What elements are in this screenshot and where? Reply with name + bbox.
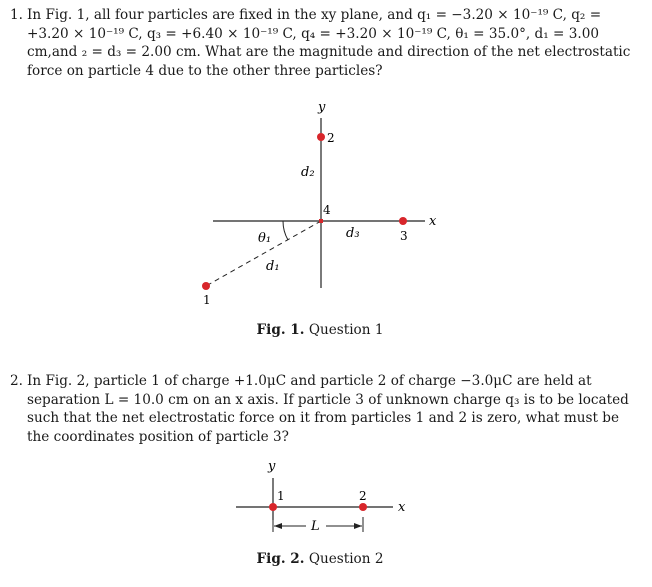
fig2-particle-2 — [359, 503, 367, 511]
fig2-l-arrow-left — [274, 523, 282, 529]
fig1-particle-3-label: 3 — [400, 229, 408, 243]
fig2-l-arrow-right — [354, 523, 362, 529]
fig2-x-label: x — [398, 500, 406, 515]
figure-1-caption-text: Question 1 — [308, 322, 384, 338]
fig2-l-label: L — [311, 519, 320, 534]
fig1-d2-label: d₂ — [301, 165, 315, 180]
fig1-particle-1-label: 1 — [203, 293, 211, 307]
question-1-number: 1. — [10, 7, 23, 23]
fig1-particle-2-label: 2 — [327, 131, 335, 145]
figure-2-caption — [200, 551, 440, 567]
figure-2-caption-label: Fig. 2. — [256, 551, 305, 567]
figure-1-caption-label: Fig. 1. — [256, 322, 305, 338]
fig1-x-label: x — [429, 214, 437, 229]
figure-2-caption-text: Question 2 — [308, 551, 384, 567]
fig1-d1-label: d₁ — [266, 259, 280, 274]
fig2-y-label: y — [268, 459, 276, 474]
fig2-particle-1-label: 1 — [277, 489, 285, 503]
fig1-theta-label: θ₁ — [258, 231, 272, 246]
question-1-text: In Fig. 1, all four particles are fixed in the xy plane, and q₁ = −3.20 × 10⁻¹⁹ C, q₂ = +3.20 × 10⁻¹⁹ C, q₃ = +6.40 × 10⁻¹⁹ C, q₄ = +3.20 × 10⁻¹⁹ C, θ₁ = 35.0°, d₁ = 3.00 cm,and ₂ = d₃ = 2.00 cm. What are the magnitude and direction of the net electrostatic force on particle 4 due to the other three particles? — [27, 7, 631, 79]
fig1-d3-label: d₃ — [346, 226, 360, 241]
fig2-particle-2-label: 2 — [359, 489, 367, 503]
question-2-text: In Fig. 2, particle 1 of charge +1.0μC and particle 2 of charge −3.0μC are held at separation L = 10.0 cm on an x axis. If particle 3 of unknown charge q₃ is to be located such that the net electrostatic force on it from particles 1 and 2 is zero, what must be the coordinates position of particle 3? — [27, 373, 629, 445]
question-2-number: 2. — [10, 373, 23, 389]
fig2-particle-1 — [269, 503, 277, 511]
fig1-particle-4-label: 4 — [323, 203, 331, 217]
fig1-y-label: y — [318, 100, 326, 115]
